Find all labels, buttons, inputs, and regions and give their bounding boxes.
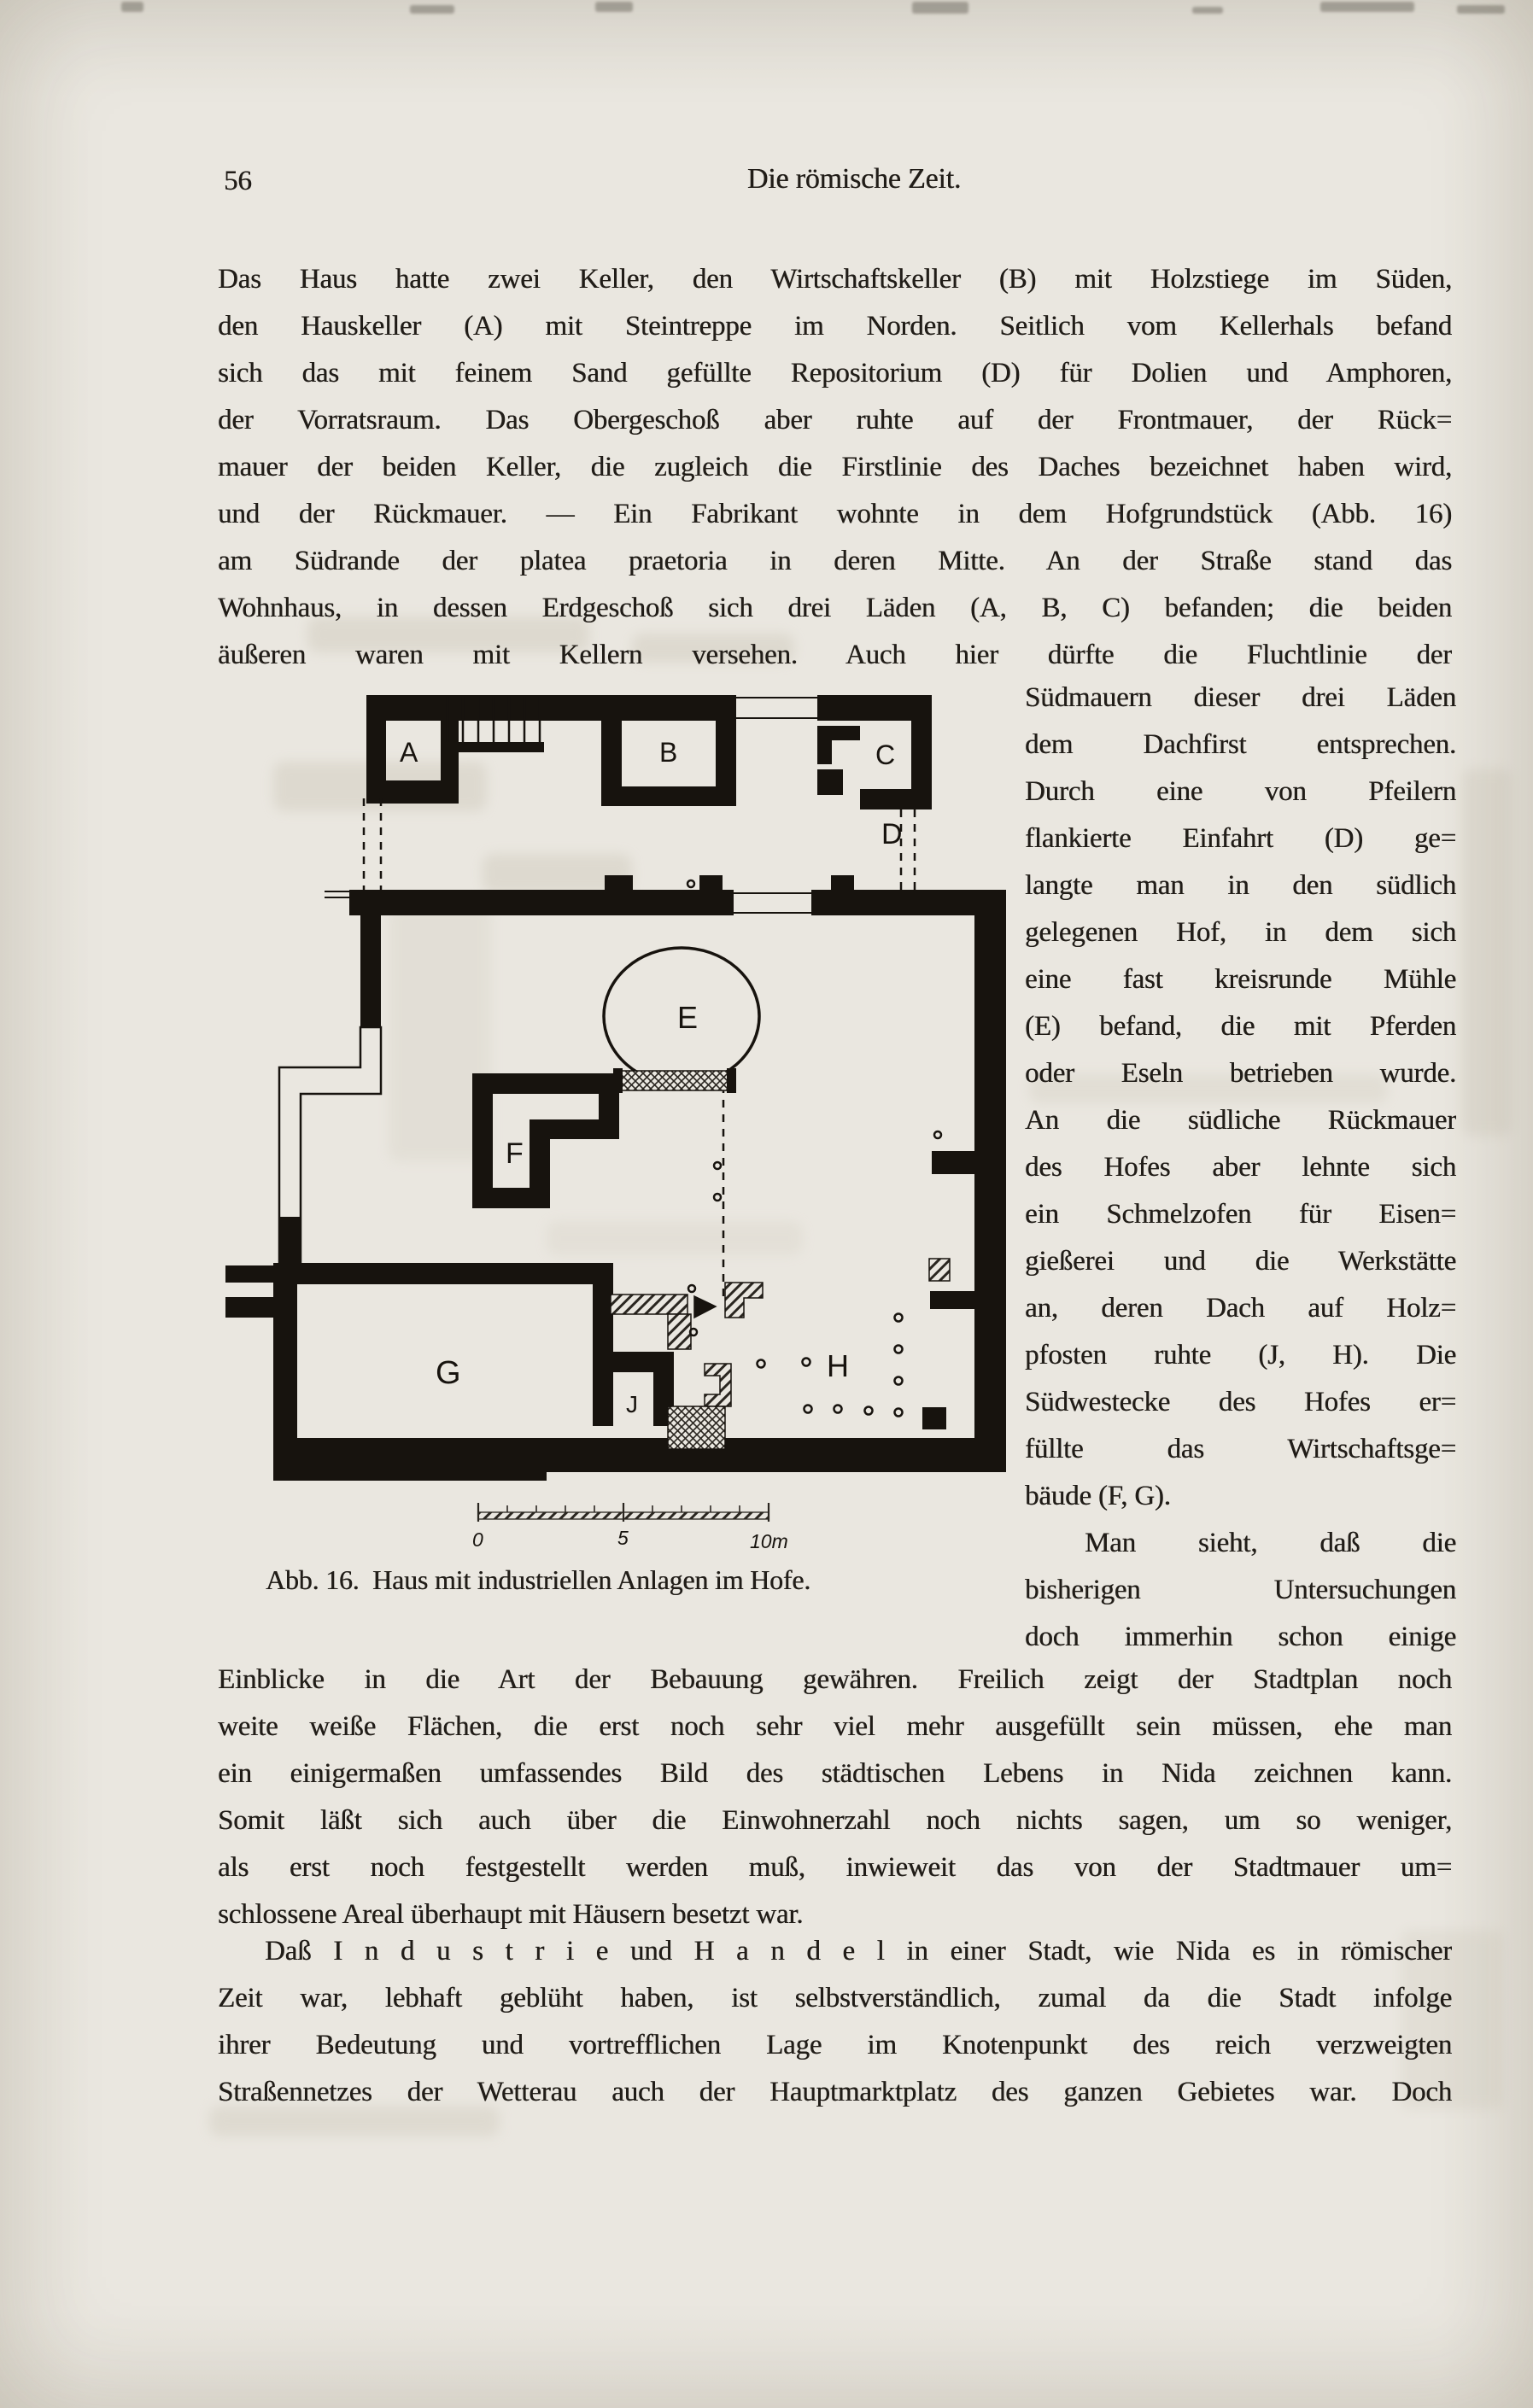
text-line: eine fast kreisrunde Mühle <box>1025 964 1456 995</box>
text-line: Das Haus hatte zwei Keller, den Wirtschaftskeller (B) mit Holzstiege im Süden, <box>218 264 1452 295</box>
dashed-lines <box>364 798 915 1297</box>
scale-labels <box>472 1527 788 1552</box>
scale-bar <box>472 1503 788 1552</box>
scale-label-10m: 10m <box>750 1530 788 1552</box>
shop-c-inner-wall <box>817 726 860 740</box>
text-line: bisherigen Untersuchungen <box>1025 1575 1456 1605</box>
text-line: den Hauskeller (A) mit Steintreppe im Norden. Seitlich vom Kellerhals befand <box>218 311 1452 342</box>
text-line: schlossene Areal überhaupt mit Häusern besetzt war. <box>218 1899 804 1930</box>
body-paragraph-2 <box>218 1657 1452 1938</box>
text-line: Straßennetzes der Wetterau auch der Hauptmarktplatz des ganzen Gebietes war. Doch <box>218 2077 1452 2107</box>
door-opening-lines <box>734 698 817 718</box>
wall-stub <box>932 1151 974 1174</box>
scan-speck <box>1320 2 1414 12</box>
body-paragraph-1 <box>218 256 1452 679</box>
text-line: gelegenen Hof, in dem sich <box>1025 917 1456 948</box>
text-line: Einblicke in die Art der Bebauung gewähren. Freilich zeigt der Stadtplan noch <box>218 1664 1452 1695</box>
text-line: Südmauern dieser drei Läden <box>1025 682 1456 713</box>
text-line: am Südrande der platea praetoria in deren Mitte. An der Straße stand das <box>218 546 1452 576</box>
text-line: Man sieht, daß die <box>1085 1528 1456 1558</box>
text-line: ein einigermaßen umfassendes Bild des städtischen Lebens in Nida zeichnen kann. <box>218 1758 1452 1789</box>
cellar-a-east-wall <box>441 721 459 804</box>
text-line: der Vorratsraum. Das Obergeschoß aber ruhte auf der Frontmauer, der Rück= <box>218 405 1452 435</box>
courtyard-west-wall <box>279 915 381 1265</box>
scan-speck <box>912 2 968 14</box>
hearth-hatch <box>705 1364 731 1406</box>
text-line: oder Eseln betrieben wurde. <box>1025 1058 1456 1089</box>
text-line: dem Dachfirst entsprechen. <box>1025 729 1456 760</box>
furnace-hatch <box>725 1283 763 1318</box>
furnace-hatch <box>611 1295 688 1314</box>
text-line: füllte das Wirtschaftsge= <box>1025 1434 1456 1464</box>
scan-speck <box>1457 5 1505 14</box>
room-f-walls <box>472 1073 619 1208</box>
mill-foundation-hatch <box>622 1071 728 1090</box>
text-line: und der Rückmauer. — Ein Fabrikant wohnte in dem Hofgrundstück (Abb. 16) <box>218 499 1452 529</box>
room-label-c: C <box>875 739 896 770</box>
running-header: Die römische Zeit. <box>746 163 962 195</box>
scan-speck <box>595 2 633 12</box>
wall-pillar <box>922 1407 946 1429</box>
room-label-e: E <box>677 1000 699 1035</box>
scan-speck <box>1192 7 1223 14</box>
text-line: Daß I n d u s t r i e und H a n d e l in einer Stadt, wie Nida es in römischer <box>265 1936 1452 1967</box>
text-line: ein Schmelzofen für Eisen= <box>1025 1199 1456 1230</box>
text-line: mauer der beiden Keller, die zugleich die Firstlinie des Daches bezeichnet haben wird, <box>218 452 1452 482</box>
street-wall-west <box>349 890 734 915</box>
room-label-j: J <box>626 1391 638 1417</box>
body-paragraph-3 <box>218 1928 1452 2116</box>
text-line: flankierte Einfahrt (D) ge= <box>1025 823 1456 854</box>
post-hole-dot <box>688 880 694 887</box>
floor-plan-figure <box>128 666 1016 1571</box>
text-line: Wohnhaus, in dessen Erdgeschoß sich drei Läden (A, B, C) befanden; die beiden <box>218 593 1452 623</box>
furnace-block <box>694 1296 716 1318</box>
bleedthrough-smudge <box>1462 769 1512 1136</box>
text-line: des Hofes aber lehnte sich <box>1025 1152 1456 1183</box>
room-label-f: F <box>506 1137 524 1170</box>
foundation-cap <box>727 1068 736 1093</box>
scale-label-0: 0 <box>472 1528 483 1551</box>
room-label-g: G <box>436 1355 461 1391</box>
room-label-h: H <box>827 1348 849 1383</box>
courtyard-east-wall <box>922 915 1006 1472</box>
cellar-b-south-wall <box>601 786 736 806</box>
gate-pillar <box>605 875 633 890</box>
wall-solid <box>360 915 381 1027</box>
text-line: (E) befand, die mit Pferden <box>1025 1011 1456 1042</box>
text-line: ihrer Bedeutung und vortrefflichen Lage im Knotenpunkt des reich verzweigten <box>218 2030 1452 2060</box>
street-wall <box>349 875 1006 915</box>
shop-c-east-wall <box>911 695 932 809</box>
figure-caption: Abb. 16. Haus mit industriellen Anlagen im Hofe. <box>265 1564 811 1595</box>
text-line: gießerei und die Werkstätte <box>1025 1246 1456 1277</box>
scan-speck <box>121 2 143 12</box>
text-line: Zeit war, lebhaft geblüht haben, ist selbstverständlich, zumal da die Stadt infolge <box>218 1983 1452 2013</box>
room-label-a: A <box>400 737 418 768</box>
gate-pillar <box>831 875 854 890</box>
text-line: Südwestecke des Hofes er= <box>1025 1387 1456 1417</box>
text-line: Somit läßt sich auch über die Einwohnerzahl noch nichts sagen, um so weniger, <box>218 1805 1452 1836</box>
room-label-d: D <box>881 818 903 850</box>
text-line: pfosten ruhte (J, H). Die <box>1025 1340 1456 1371</box>
north-building-walls <box>366 695 932 809</box>
text-line: langte man in den südlich <box>1025 870 1456 901</box>
wall-post-hatch <box>929 1259 950 1281</box>
stair-base <box>444 742 544 752</box>
scale-label-5: 5 <box>617 1527 629 1549</box>
text-line: als erst noch festgestellt werden muß, inwieweit das von der Stadtmauer um= <box>218 1852 1452 1883</box>
text-line: Durch eine von Pfeilern <box>1025 776 1456 807</box>
page-number: 56 <box>224 166 252 196</box>
text-line: an, deren Dach auf Holz= <box>1025 1293 1456 1324</box>
text-line: bäude (F, G). <box>1025 1481 1171 1511</box>
text-line: doch immerhin schon einige <box>1025 1622 1456 1652</box>
text-line: äußeren waren mit Kellern versehen. Auch hier dürfte die Fluchtlinie der <box>218 640 1452 670</box>
north-wall <box>366 695 734 721</box>
shop-c-pillar <box>817 769 843 795</box>
text-line: weite weiße Flächen, die erst noch sehr viel mehr ausgefüllt sein müssen, ehe man <box>218 1711 1452 1742</box>
gate-pillar <box>699 875 723 890</box>
kiln-crosshatch <box>668 1406 725 1449</box>
furnace-hatch <box>668 1314 691 1349</box>
body-column <box>1025 675 1456 1661</box>
room-label-b: B <box>659 737 678 768</box>
street-wall-east <box>811 890 1006 915</box>
wall-stub <box>930 1291 974 1309</box>
wall-solid <box>279 1217 301 1265</box>
text-line: An die südliche Rückmauer <box>1025 1105 1456 1136</box>
text-line: sich das mit feinem Sand gefüllte Repositorium (D) für Dolien und Amphoren, <box>218 358 1452 389</box>
scan-speck <box>410 5 454 14</box>
